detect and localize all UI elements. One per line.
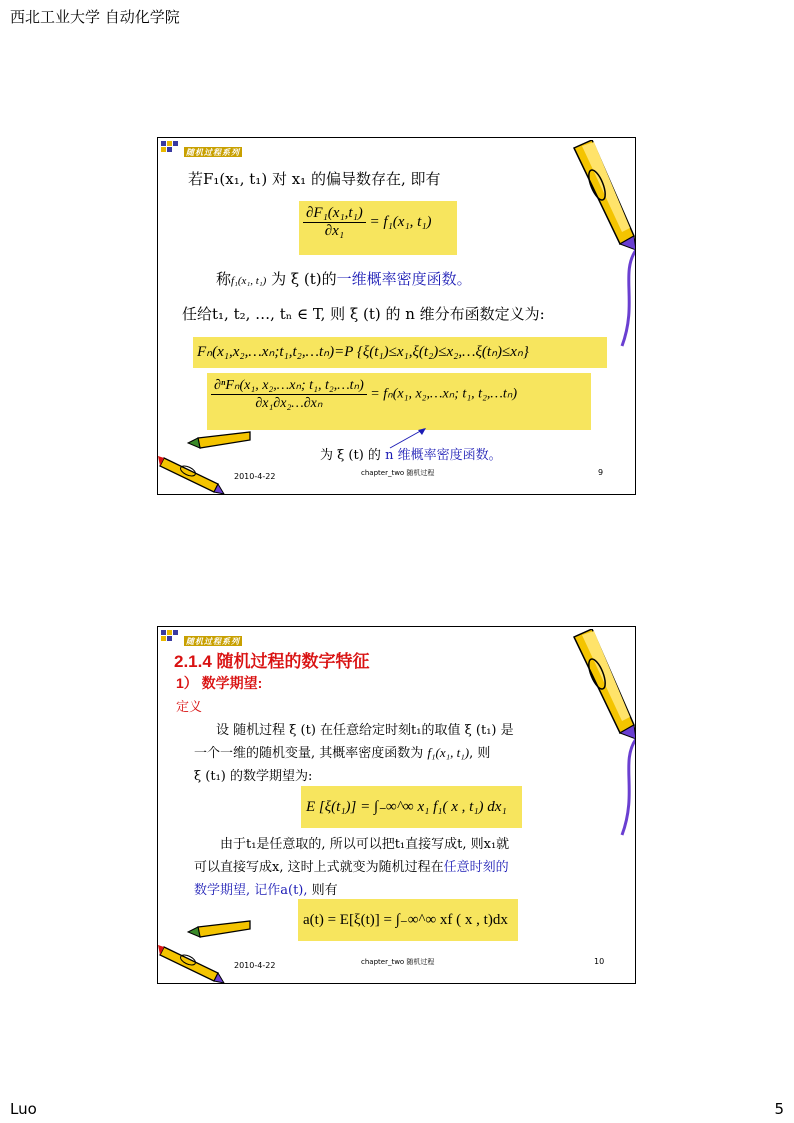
page-header: 西北工业大学 自动化学院 (10, 8, 180, 26)
footer-author: Luo (10, 1100, 37, 1118)
definition-label: 定义 (176, 700, 203, 715)
annotation-text: 为 ξ (t) 的 n 维概率密度函数。 (320, 448, 502, 463)
intro-line: 若F₁(x₁, t₁) 对 x₁ 的偏导数存在, 即有 (188, 170, 441, 188)
paragraph-line-2: 一个一维的随机变量, 其概率密度函数为 f₁(x₁, t₁), 则 (194, 745, 491, 761)
paragraph-line-5: 可以直接写成x, 这时上式就变为随机过程在任意时刻的 (194, 860, 509, 875)
slide-9 (157, 137, 636, 495)
slide-banner: 随机过程系列 (186, 636, 240, 646)
paragraph-line-3: ξ (t₁) 的数学期望为: (194, 769, 313, 784)
subsection-title: 1） 数学期望: (176, 675, 263, 691)
slide-date: 2010-4-22 (234, 472, 276, 481)
mean-function-equation: a(t) = E[ξ(t)] = ∫₋∞^∞ xf ( x , t)dx (298, 899, 518, 941)
purple-curve (618, 248, 636, 348)
slide-chapter: chapter_two 随机过程 (361, 469, 435, 477)
paragraph-line-6: 数学期望, 记作a(t), 则有 (194, 883, 338, 898)
expectation-equation: E [ξ(t₁)] = ∫₋∞^∞ x₁ f₁( x , t₁) dx₁ (301, 786, 522, 828)
density-definition-line: 称f₁(x₁, t₁) 为 ξ (t)的一维概率密度函数。 (216, 270, 472, 288)
slide-date: 2010-4-22 (234, 961, 276, 970)
footer-page-number: 5 (774, 1100, 784, 1118)
partial-derivative-equation: $\frac{\text{∂F₁(x₁,t₁)}}{\text{∂x₁}}$ = f₁(x₁, t₁) (299, 201, 457, 255)
pencil-right-icon (570, 629, 636, 741)
paragraph-line-1: 设 随机过程 ξ (t) 在任意给定时刻t₁的取值 ξ (t₁) 是 (216, 723, 514, 738)
pencils-left-icon (158, 915, 253, 984)
n-dim-distribution-equation: Fₙ(x₁,x₂,…xₙ;t₁,t₂,…tₙ)=P {ξ(t₁)≤x₁,ξ(t₂)≤x₂,…ξ(tₙ)≤xₙ} (193, 337, 607, 368)
pencils-left-icon (158, 426, 253, 495)
purple-curve (618, 737, 636, 837)
slide-number: 9 (598, 468, 604, 477)
n-dim-density-equation: $\frac{\text{∂ⁿFₙ(x₁, x₂,…xₙ; t₁, t₂,…tₙ)}}{\text{∂x₁∂x₂…∂xₙ}}$ = fₙ(x₁, x₂,…xₙ; t₁, t₂,…tₙ) (207, 373, 591, 430)
slide-banner: 随机过程系列 (186, 147, 240, 157)
pencil-right-icon (570, 140, 636, 252)
slide-chapter: chapter_two 随机过程 (361, 958, 435, 966)
slide-number: 10 (594, 957, 605, 966)
slide-10 (157, 626, 636, 984)
section-title: 2.1.4 随机过程的数字特征 (174, 652, 370, 671)
paragraph-line-4: 由于t₁是任意取的, 所以可以把t₁直接写成t, 则x₁就 (220, 837, 510, 852)
n-dim-distribution-line: 任给t₁, t₂, …, tₙ ∈ T, 则 ξ (t) 的 n 维分布函数定义为: (182, 305, 545, 323)
